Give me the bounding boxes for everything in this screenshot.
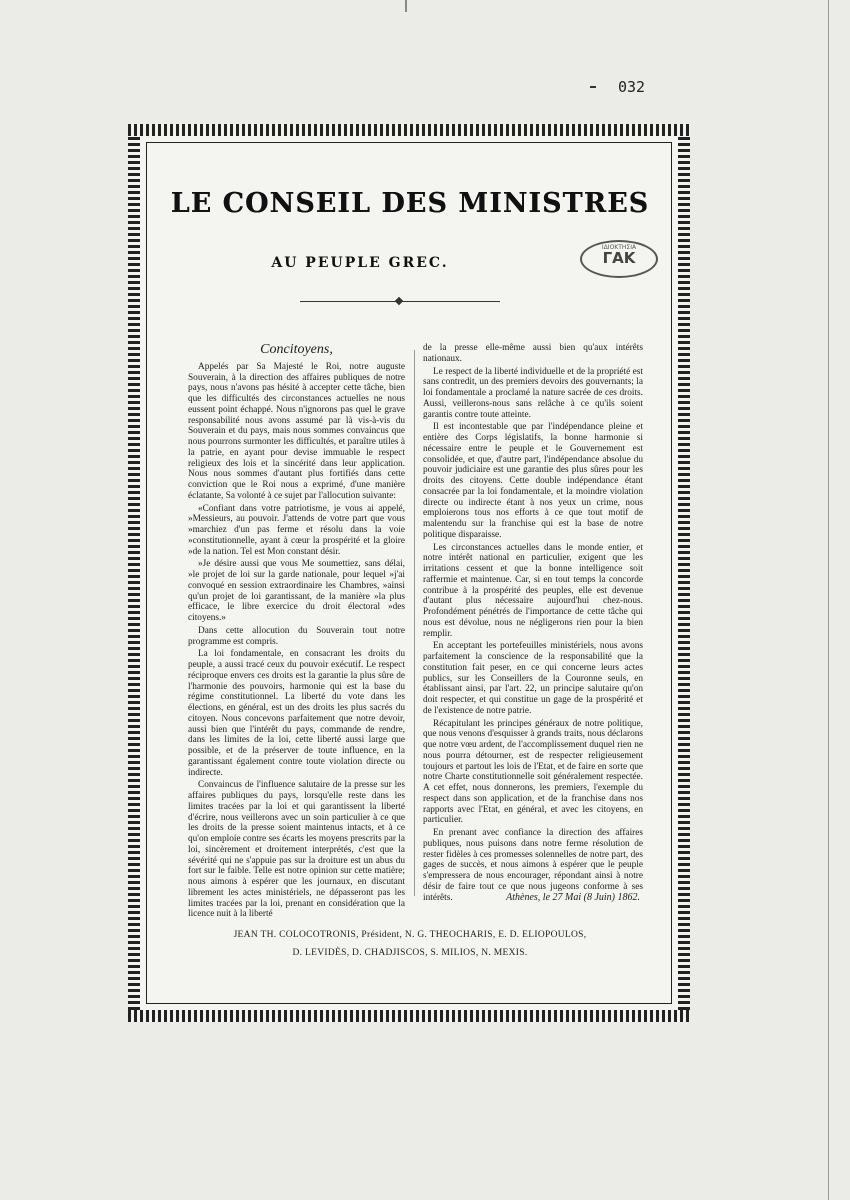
scan-edge-line	[828, 0, 829, 1200]
document-title: LE CONSEIL DES MINISTRES	[170, 188, 650, 219]
archive-stamp	[580, 240, 658, 278]
document-subtitle: AU PEUPLE GREC.	[271, 255, 449, 271]
paragraph: Le respect de la liberté individuelle et de la propriété est sans contredit, un des premiers devoirs des gouvernants; la loi fondamentale a proclamé la nature sacrée de ces droits. Aussi, veillerons-nous sans relâche à ce qu'ils soient garantis contre toute atteinte.	[423, 366, 643, 420]
scan-mark	[405, 0, 407, 12]
date-line: Athènes, le 27 Mai (8 Juin) 1862.	[506, 892, 640, 903]
paragraph: de la presse elle-même aussi bien qu'aux intérêts nationaux.	[423, 343, 643, 364]
paragraph: Convaincus de l'influence salutaire de la presse sur les affaires publiques du pays, lorsqu'elle reste dans les limites tracées par la loi et qui garantissent la liberté d'écrire, nous veillerons avec un soin particulier à ce que les droits de la presse soient maintenus intacts, et à ce qu'on emploie contre ses écarts les moyens prescrits par la loi, sincèrement et droitement interprétés, c'est que la sévérité qui ne s'appuie pas sur la droiture est un abus du fort sur le faible. Telle est notre opinion sur cette matière; nous aimons à espérer que les journaux, en discutant librement les actes ministériels, ne dépasseront pas les limites tracées par la loi, prenant en considération que la licence nuit à la liberté	[188, 780, 405, 920]
archive-stamp-main-text: ΓΑΚ	[602, 249, 636, 267]
signature-line: D. LEVIDÈS, D. CHADJISCOS, S. MILIOS, N. MEXIS.	[292, 948, 528, 958]
archive-stamp-top-text: ΙΔΙΟΚΤΗΣΙΑ	[601, 244, 637, 251]
paragraph: Dans cette allocution du Souverain tout notre programme est compris.	[188, 625, 405, 647]
signatures	[160, 926, 660, 962]
paragraph: »Je désire aussi que vous Me soumettiez, sans délai, »le projet de loi sur la garde nationale, pour lequel »j'ai convoqué en session extraordinaire les Chambres, »ainsi qu'un projet de loi garantissant, de la manière »la plus efficace, le libre exercice du droit électoral »des citoyens.»	[188, 559, 405, 623]
paragraph: Il est incontestable que par l'indépendance pleine et entière des Corps législatifs, la bonne harmonie si nécessaire entre le peuple et le Gouvernement est consolidée, et que, d'autre part, l'indépendance absolue du pouvoir judiciaire est une garantie des plus sûres pour les droits des citoyens. Cette double indépendance étant consacrée par la loi fondamentale, et la moindre violation directe ou indirecte étant à nos yeux un crime, nous emploierons tous nos efforts à ce que tout motif de malentendu sur la franchise qui est la base de notre politique disparaisse.	[423, 422, 643, 540]
greeting: Concitoyens,	[260, 342, 333, 357]
column-divider	[414, 350, 415, 896]
signature-line: JEAN TH. COLOCOTRONIS, Président, N. G. THEOCHARIS, E. D. ELIOPOULOS,	[233, 930, 587, 940]
paragraph: En acceptant les portefeuilles ministériels, nous avons parfaitement la conscience de la responsabilité que la constitution fait peser, en ce qui concerne leurs actes publics, sur les Conseillers de la Couronne seuls, en établissant ainsi, par l'art. 22, un principe salutaire qu'on doit respecter, et qui constitue un gage de la prospérité et de l'existence de notre patrie.	[423, 641, 643, 716]
paragraph: Les circonstances actuelles dans le monde entier, et notre intérêt national en particulier, exigent que les irritations cessent et que la bonne intelligence soit raffermie et maintenue. Car, si en tout temps la concorde contribue à la prospérité des peuples, elle est devenue d'autant plus nécessaire aujourd'hui chez-nous. Profondément pénétrés de l'importance de cette tâche qui nous est dévolue, nous ne négligerons rien pour la bien remplir.	[423, 542, 643, 639]
paragraph: «Confiant dans votre patriotisme, je vous ai appelé, »Messieurs, au pouvoir. J'attends de votre part que vous »marchiez d'un pas ferme et résolu dans la voie »constitutionnelle, ayant à cœur la prospérité et la gloire »de la nation. Tel est Mon constant désir.	[188, 503, 405, 557]
paragraph: Récapitulant les principes généraux de notre politique, que nous venons d'esquisser à grands traits, nous déclarons que notre vœu ardent, de l'accomplissement duquel rien ne nous pourra détourner, est de respecter religieusement toujours et partout les lois de l'Etat, et de faire en sorte que notre Charte constitutionnelle soit généralement respectée. A cet effet, nous donnerons, les premiers, l'exemple du respect dans son application, et de la franchise dans nos rapports avec l'Etat, en général, et avec les citoyens, en particulier.	[423, 718, 643, 826]
paragraph: Appelés par Sa Majesté le Roi, notre auguste Souverain, à la direction des affaires publiques de notre pays, nous n'avons pas hésité à accepter cette tâche, bien que les difficultés des circonstances actuelles ne nous eussent point échappé. Nous n'ignorons pas quel le grave responsabilité nous avons assumé par là vis-à-vis du Souverain et du pays, mais nous sommes convaincus que nous pourrons surmonter les difficultés, et paraître utiles à la patrie, en ayant pour devise immuable le respect religieux des lois et la sincérité dans leur application. Nous nous sommes d'autant plus fortifiés dans cette conviction que le Roi nous a exprimé, d'une manière éclatante, Sa volonté à ce sujet par l'allocution suivante:	[188, 361, 405, 501]
paragraph: En prenant avec confiance la direction des affaires publiques, nous puisons dans notre ferme résolution de rester fidèles à ces promesses solennelles de notre part, des gages de succès, et nous aimons à espérer que le peuple s'empressera de nous encourager, répondant ainsi à notre désir de faire tout ce que nous jugeons conforme à ses intérêts.	[423, 828, 643, 903]
paragraph: La loi fondamentale, en consacrant les droits du peuple, a aussi tracé ceux du pouvoir exécutif. Le respect réciproque envers ces droits est la garantie la plus sûre de l'harmonie des pouvoirs, harmonie qui est la base du régime constitutionnel. La liberté du vote dans les élections, en général, est un des droits les plus sacrés du citoyen. Nous concevons parfaitement que notre devoir, aussi bien que l'intérêt du pays, commande de rendre, dans les limites de la loi, cette liberté aussi large que possible, et de la préserver de toute influence, en la garantissant également contre toute violation directe ou indirecte.	[188, 649, 405, 778]
page-number: 032	[618, 78, 646, 96]
right-column	[423, 343, 643, 905]
page-number-dash	[590, 86, 596, 88]
left-column	[188, 342, 405, 922]
